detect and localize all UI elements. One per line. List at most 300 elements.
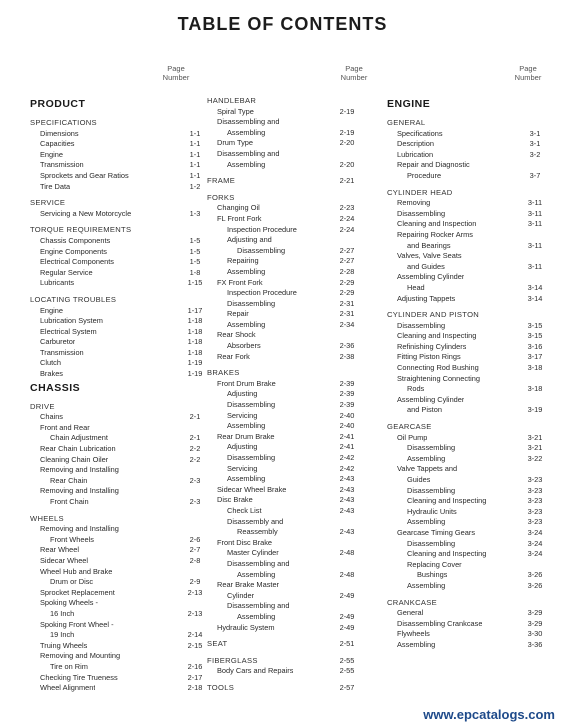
toc-entry [207, 570, 367, 581]
toc-entry [387, 374, 557, 385]
toc-entry-title: Cleaning and Inspecting [407, 549, 487, 559]
toc-entry [30, 347, 203, 359]
toc-entry-page: 2-17 [187, 672, 203, 682]
toc-entry [207, 612, 367, 623]
toc-entry-page: 3-23 [527, 496, 543, 506]
toc-entry-title: Spoking Wheels - [40, 598, 98, 608]
toc-entry-page: 1-1 [189, 170, 201, 180]
toc-entry-title: Head [407, 282, 425, 292]
toc-entry-title: Repair [227, 309, 249, 319]
toc-entry-page: 3-24 [527, 527, 543, 537]
toc-entry [387, 608, 557, 619]
toc-entry-title: FIBERGLASS [207, 655, 258, 665]
toc-entry [30, 524, 195, 535]
toc-entry-title: Sprocket Replacement [40, 587, 115, 597]
toc-entry-page: 2-20 [339, 159, 355, 169]
toc-entry-page: 2-55 [339, 666, 355, 676]
toc-entry-page: 3-24 [527, 549, 543, 559]
toc-entry-page: 2-24 [339, 213, 355, 223]
toc-entry-page: 2-42 [339, 463, 355, 473]
toc-entry-title: Fitting Piston Rings [397, 352, 461, 362]
toc-entry-page: 2-20 [339, 138, 355, 148]
toc-entry [207, 107, 367, 118]
toc-entry-title: Lubrication [397, 149, 434, 159]
toc-entry-title: Disassembling Crankcase [397, 618, 483, 628]
toc-entry-title: Cleaning and Inspection [397, 219, 477, 229]
toc-entry-title: WHEELS [30, 513, 64, 523]
toc-entry-title: Adjusting [227, 389, 258, 399]
toc-entry [387, 198, 557, 209]
toc-entry [30, 412, 201, 423]
toc-entry [387, 507, 557, 518]
toc-entry-title: Disassembling [407, 443, 456, 453]
toc-entry-title: Adjusting Tappets [397, 293, 456, 303]
subsection-heading [207, 639, 367, 650]
toc-entry-page: 2-1 [189, 412, 201, 422]
toc-entry [387, 629, 557, 640]
page-number-header-left [156, 64, 196, 82]
toc-entry [207, 517, 367, 528]
toc-entry [387, 560, 557, 571]
toc-entry-title: Removing and Installing [40, 524, 119, 534]
toc-entry [387, 486, 557, 497]
toc-entry [207, 320, 367, 331]
toc-entry-page: 2-19 [339, 127, 355, 137]
toc-entry-page: 2-48 [339, 548, 355, 558]
toc-entry [207, 203, 367, 214]
toc-entry-title: Disassembling [407, 538, 456, 548]
toc-entry-page: 3-24 [527, 538, 543, 548]
toc-entry-title: Disassembling [227, 400, 276, 410]
toc-entry-page: 3-23 [527, 485, 543, 495]
toc-entry [207, 527, 367, 538]
toc-entry-title: Assembling [227, 474, 266, 484]
toc-entry-page: 3-23 [527, 517, 543, 527]
toc-entry [207, 117, 367, 128]
toc-entry [207, 591, 367, 602]
toc-entry-title: Electrical Components [40, 257, 114, 267]
toc-entry [30, 497, 201, 508]
toc-entry-page: 2-38 [339, 351, 355, 361]
subsection-heading [30, 198, 195, 209]
toc-entry-title: LOCATING TROUBLES [30, 294, 117, 304]
toc-entry-page: 1-19 [187, 358, 203, 368]
toc-entry-title: Procedure [407, 170, 442, 180]
toc-entry-page: 2-36 [339, 341, 355, 351]
toc-entry [207, 256, 367, 267]
toc-entry-page: 2-43 [339, 495, 355, 505]
toc-entry [387, 219, 557, 230]
toc-entry-page: 2-43 [339, 484, 355, 494]
toc-entry-page: 1-18 [187, 316, 203, 326]
toc-entry-page: 2-7 [189, 545, 201, 555]
toc-entry-title: Replacing Cover [407, 559, 462, 569]
subsection-heading [207, 683, 367, 694]
toc-entry-title: FL Front Fork [217, 213, 262, 223]
toc-entry-title: Servicing a New Motorcycle [40, 208, 132, 218]
toc-entry [30, 555, 201, 567]
toc-entry-title: Reassembly [237, 527, 278, 537]
toc-entry-title: Repair and Diagnostic [397, 160, 470, 170]
toc-entry-page: 2-57 [339, 682, 355, 692]
toc-entry-title: Disassembling [237, 245, 286, 255]
toc-entry-title: Description [397, 139, 434, 149]
toc-entry-page: 2-2 [189, 454, 201, 464]
toc-entry [30, 235, 201, 247]
toc-entry [207, 411, 367, 422]
toc-entry-title: Guides [407, 475, 431, 484]
toc-entry-title: FORKS [207, 192, 235, 202]
toc-entry-title: Truing Wheels [40, 640, 88, 650]
toc-entry-title: Check List [227, 505, 262, 515]
toc-entry-title: Assembling [227, 266, 266, 276]
toc-entry-page: 1-1 [189, 149, 201, 159]
toc-entry [30, 465, 195, 476]
toc-entry-title: Hydraulic Units [407, 506, 457, 516]
toc-entry-title: Assembling [227, 319, 266, 329]
toc-entry [207, 389, 367, 400]
toc-entry-page: 2-40 [339, 410, 355, 420]
subsection-heading [207, 368, 367, 379]
toc-entry [207, 623, 367, 634]
toc-column-right [387, 96, 557, 651]
toc-entry-page: 3-11 [527, 240, 543, 250]
toc-entry-page: 3-36 [527, 639, 543, 649]
toc-entry-page: 2-27 [339, 245, 355, 255]
toc-entry-page: 1-1 [189, 128, 201, 138]
toc-entry [30, 608, 203, 620]
toc-entry-title: Straightening Connecting [397, 373, 480, 383]
toc-entry-title: Rods [407, 384, 425, 394]
toc-entry [207, 485, 367, 496]
toc-entry-page: 1-8 [189, 267, 201, 277]
toc-entry [387, 528, 557, 539]
toc-entry-title: Rear Shock [217, 330, 256, 340]
toc-entry [30, 587, 203, 599]
subsection-heading [387, 310, 557, 321]
toc-entry [387, 640, 557, 651]
toc-entry [207, 580, 367, 591]
toc-entry-title: Disassembling [407, 485, 456, 495]
toc-entry-title: Rear Wheel [40, 545, 80, 555]
toc-entry [387, 539, 557, 550]
toc-entry-title: Front Wheels [50, 534, 94, 544]
toc-entry-page: 3-26 [527, 580, 543, 590]
toc-entry-title: Rear Fork [217, 351, 250, 361]
toc-entry-page: 1-19 [187, 369, 203, 379]
toc-entry-page: 2-6 [189, 534, 201, 544]
toc-entry [30, 170, 201, 182]
toc-entry [207, 400, 367, 411]
toc-entry [30, 683, 203, 694]
toc-entry [30, 444, 201, 455]
toc-entry-page: 3-1 [529, 139, 541, 149]
toc-entry-page: 3-26 [527, 570, 543, 580]
toc-entry [207, 235, 367, 246]
toc-entry [30, 661, 203, 673]
toc-entry-page: 2-29 [339, 288, 355, 298]
toc-entry [30, 305, 203, 317]
toc-entry-title: Disc Brake [217, 495, 253, 505]
toc-entry-title: Assembling [227, 127, 266, 137]
toc-entry [30, 454, 201, 466]
toc-entry-title: Removing and Mounting [40, 651, 121, 661]
toc-entry-title: Engine Components [40, 246, 107, 256]
toc-entry-title: Disassembling [397, 320, 446, 330]
subsection-heading [30, 225, 195, 236]
toc-entry-title: Adjusting and [227, 235, 272, 245]
toc-entry-title: Disassembling and [227, 601, 290, 611]
toc-entry-page: 2-9 [189, 577, 201, 587]
toc-entry-page: 2-19 [339, 106, 355, 116]
toc-entry-page: 3-21 [527, 443, 543, 453]
toc-entry-title: Rear Chain [50, 475, 88, 485]
toc-entry [207, 442, 367, 453]
toc-entry-title: Drum Type [217, 138, 254, 148]
toc-entry-title: CYLINDER AND PISTON [387, 310, 480, 320]
toc-entry [30, 567, 195, 578]
toc-entry [207, 506, 367, 517]
toc-entry-title: Assembling [407, 453, 446, 463]
subsection-heading [207, 656, 367, 667]
subsection-heading [387, 118, 557, 129]
toc-entry-page: 1-18 [187, 326, 203, 336]
toc-entry-page: 2-3 [189, 475, 201, 485]
toc-entry-title: CHASSIS [30, 381, 81, 394]
toc-entry [207, 666, 367, 677]
toc-entry [30, 545, 201, 556]
toc-entry [387, 570, 557, 581]
toc-entry-title: Assembling [407, 517, 446, 527]
toc-entry-title: and Bearings [407, 240, 451, 250]
toc-entry-title: Valve Tappets and [397, 464, 458, 474]
subsection-heading [207, 193, 367, 204]
toc-entry [387, 230, 557, 241]
toc-entry [207, 330, 367, 341]
toc-entry-page: 2-27 [339, 256, 355, 266]
subsection-heading [30, 402, 195, 413]
toc-entry [30, 149, 201, 161]
toc-entry-page: 2-49 [339, 590, 355, 600]
toc-entry [207, 225, 367, 236]
toc-entry [30, 208, 201, 220]
toc-entry-title: Front and Rear [40, 422, 90, 432]
toc-entry-title: Repairing Rocker Arms [397, 229, 473, 239]
toc-entry-title: Gearcase Timing Gears [397, 527, 476, 537]
toc-entry-title: Sidecar Wheel Brake [217, 484, 287, 494]
toc-entry-page: 3-11 [527, 208, 543, 218]
toc-entry-title: Sprockets and Gear Ratios [40, 170, 129, 180]
toc-entry-title: Electrical System [40, 326, 97, 336]
toc-entry [387, 294, 557, 305]
toc-entry-page: 2-14 [187, 630, 203, 640]
toc-entry-title: Engine [40, 149, 64, 159]
toc-entry-title: Chain Adjustment [50, 433, 108, 443]
page-title: TABLE OF CONTENTS [177, 14, 388, 34]
toc-entry-title: Cleaning and Inspecting [407, 496, 487, 506]
toc-entry-title: Inspection Procedure [227, 288, 297, 298]
toc-entry [30, 598, 195, 609]
page-number-header-text: Page Number [340, 64, 368, 82]
toc-entry-page: 1-17 [187, 305, 203, 315]
toc-entry [387, 209, 557, 220]
toc-entry-page: 3-23 [527, 475, 543, 484]
toc-entry [207, 495, 367, 506]
toc-entry-page: 2-49 [339, 622, 355, 632]
toc-entry-title: Clutch [40, 358, 61, 368]
toc-entry-page: 3-11 [527, 219, 543, 229]
toc-entry-title: Rear Chain Lubrication [40, 444, 116, 454]
toc-entry-title: Front Disc Brake [217, 537, 273, 547]
toc-entry [30, 337, 203, 348]
toc-entry [30, 651, 195, 662]
toc-entry-page: 3-22 [527, 453, 543, 463]
toc-entry-page: 3-23 [527, 506, 543, 516]
toc-entry [30, 577, 201, 588]
toc-entry-page: 3-1 [529, 128, 541, 138]
toc-entry-title: Oil Pump [397, 432, 428, 442]
toc-entry-title: Cleaning and Inspecting [397, 331, 477, 341]
toc-entry-title: Spiral Type [217, 106, 254, 116]
toc-entry-page: 3-21 [527, 432, 543, 442]
toc-entry-title: General [397, 608, 424, 618]
toc-entry-title: 16 Inch [50, 608, 75, 618]
toc-entry-page: 1-1 [189, 160, 201, 170]
toc-entry-title: Checking Tire Trueness [40, 672, 118, 682]
toc-entry-page: 2-8 [189, 555, 201, 565]
toc-entry-title: Assembling [237, 611, 276, 621]
toc-entry-title: Rear Drum Brake [217, 431, 275, 441]
toc-entry [387, 262, 557, 273]
toc-entry [387, 405, 557, 416]
toc-entry [207, 309, 367, 320]
toc-entry-title: Cleaning Chain Oiler [40, 454, 109, 464]
toc-entry-title: Chains [40, 412, 64, 422]
toc-entry-title: Engine [40, 305, 64, 315]
toc-entry [207, 149, 367, 160]
toc-entry [30, 139, 201, 150]
toc-entry-page: 3-18 [527, 384, 543, 394]
subsection-heading [387, 422, 557, 433]
toc-entry-title: and Piston [407, 405, 442, 415]
toc-entry-title: GEARCASE [387, 422, 432, 432]
toc-entry [387, 433, 557, 444]
toc-entry [207, 246, 367, 257]
toc-entry-page: 2-13 [187, 608, 203, 618]
toc-entry [207, 432, 367, 443]
toc-entry-title: Adjusting [227, 442, 258, 452]
toc-entry-title: GENERAL [387, 118, 426, 127]
toc-entry-page: 2-1 [189, 433, 201, 443]
toc-entry-page: 3-16 [527, 341, 543, 351]
toc-entry-title: Absorbers [227, 341, 261, 351]
toc-entry-title: SERVICE [30, 198, 66, 208]
toc-entry-page: 2-39 [339, 378, 355, 388]
toc-entry [387, 321, 557, 332]
toc-entry-page: 2-51 [339, 639, 355, 649]
toc-entry-title: TOOLS [207, 682, 235, 692]
toc-entry-title: CYLINDER HEAD [387, 187, 453, 197]
toc-entry [387, 464, 557, 475]
toc-entry [30, 278, 203, 289]
toc-entry-page: 2-43 [339, 505, 355, 515]
toc-entry [207, 214, 367, 225]
toc-entry-page: 3-7 [529, 170, 541, 180]
toc-entry [30, 160, 201, 171]
toc-entry [387, 342, 557, 353]
toc-entry-title: FRAME [207, 176, 236, 186]
toc-entry [30, 369, 203, 380]
page-number-header-right [508, 64, 548, 82]
toc-entry [30, 423, 195, 434]
toc-entry-title: Disassembling and [227, 558, 290, 568]
toc-entry [207, 464, 367, 475]
toc-entry-page: 3-17 [527, 352, 543, 362]
toc-entry [387, 272, 557, 283]
toc-entry [387, 549, 557, 560]
toc-entry-title: Removing and Installing [40, 486, 119, 496]
toc-entry [30, 181, 201, 193]
toc-entry-title: Hydraulic System [217, 622, 275, 632]
toc-entry [387, 384, 557, 395]
toc-entry-page: 3-29 [527, 608, 543, 618]
toc-entry-page: 2-18 [187, 683, 203, 693]
toc-entry-page: 2-43 [339, 474, 355, 484]
toc-entry [387, 241, 557, 252]
toc-entry [387, 496, 557, 507]
section-heading [30, 96, 195, 112]
toc-entry-title: Tire on Rim [50, 661, 88, 671]
toc-entry-title: Sidecar Wheel [40, 555, 89, 565]
toc-entry-page: 2-28 [339, 266, 355, 276]
toc-entry-page: 1-15 [187, 278, 203, 288]
toc-entry [207, 267, 367, 278]
toc-entry [207, 538, 367, 549]
toc-entry-page: 2-15 [187, 640, 203, 650]
toc-entry-page: 2-24 [339, 224, 355, 234]
page-number-header-middle [334, 64, 374, 82]
toc-entry [207, 601, 367, 612]
toc-entry-title: Disassembling [227, 453, 276, 462]
toc-column-left [30, 96, 203, 694]
toc-entry-page: 3-2 [529, 149, 541, 159]
toc-entry [207, 278, 367, 289]
toc-entry-page: 2-29 [339, 277, 355, 287]
toc-entry-title: Wheel Hub and Brake [40, 566, 113, 576]
toc-entry [387, 352, 557, 363]
toc-entry [30, 534, 201, 546]
toc-entry-title: Servicing [227, 463, 258, 473]
toc-entry [207, 379, 367, 390]
toc-entry [30, 267, 201, 279]
toc-entry-page: 2-13 [187, 587, 203, 597]
toc-entry-title: Lubricants [40, 278, 75, 288]
toc-entry [30, 630, 203, 641]
toc-entry [207, 559, 367, 570]
toc-entry-page: 2-2 [189, 444, 201, 454]
page-number-header-text: Page Number [162, 64, 190, 82]
toc-entry-title: Tire Data [40, 181, 71, 191]
toc-entry-title: Repairing [227, 256, 259, 266]
toc-entry-page: 1-2 [189, 181, 201, 191]
toc-entry-title: Assembling [227, 421, 266, 431]
toc-entry-title: HANDLEBAR [207, 96, 257, 105]
toc-entry-title: BRAKES [207, 368, 240, 378]
toc-entry-title: Specifications [397, 128, 443, 138]
toc-entry-title: and Guides [407, 261, 445, 271]
toc-entry-page: 1-18 [187, 337, 203, 347]
toc-entry-title: Valves, Valve Seats [397, 251, 462, 261]
